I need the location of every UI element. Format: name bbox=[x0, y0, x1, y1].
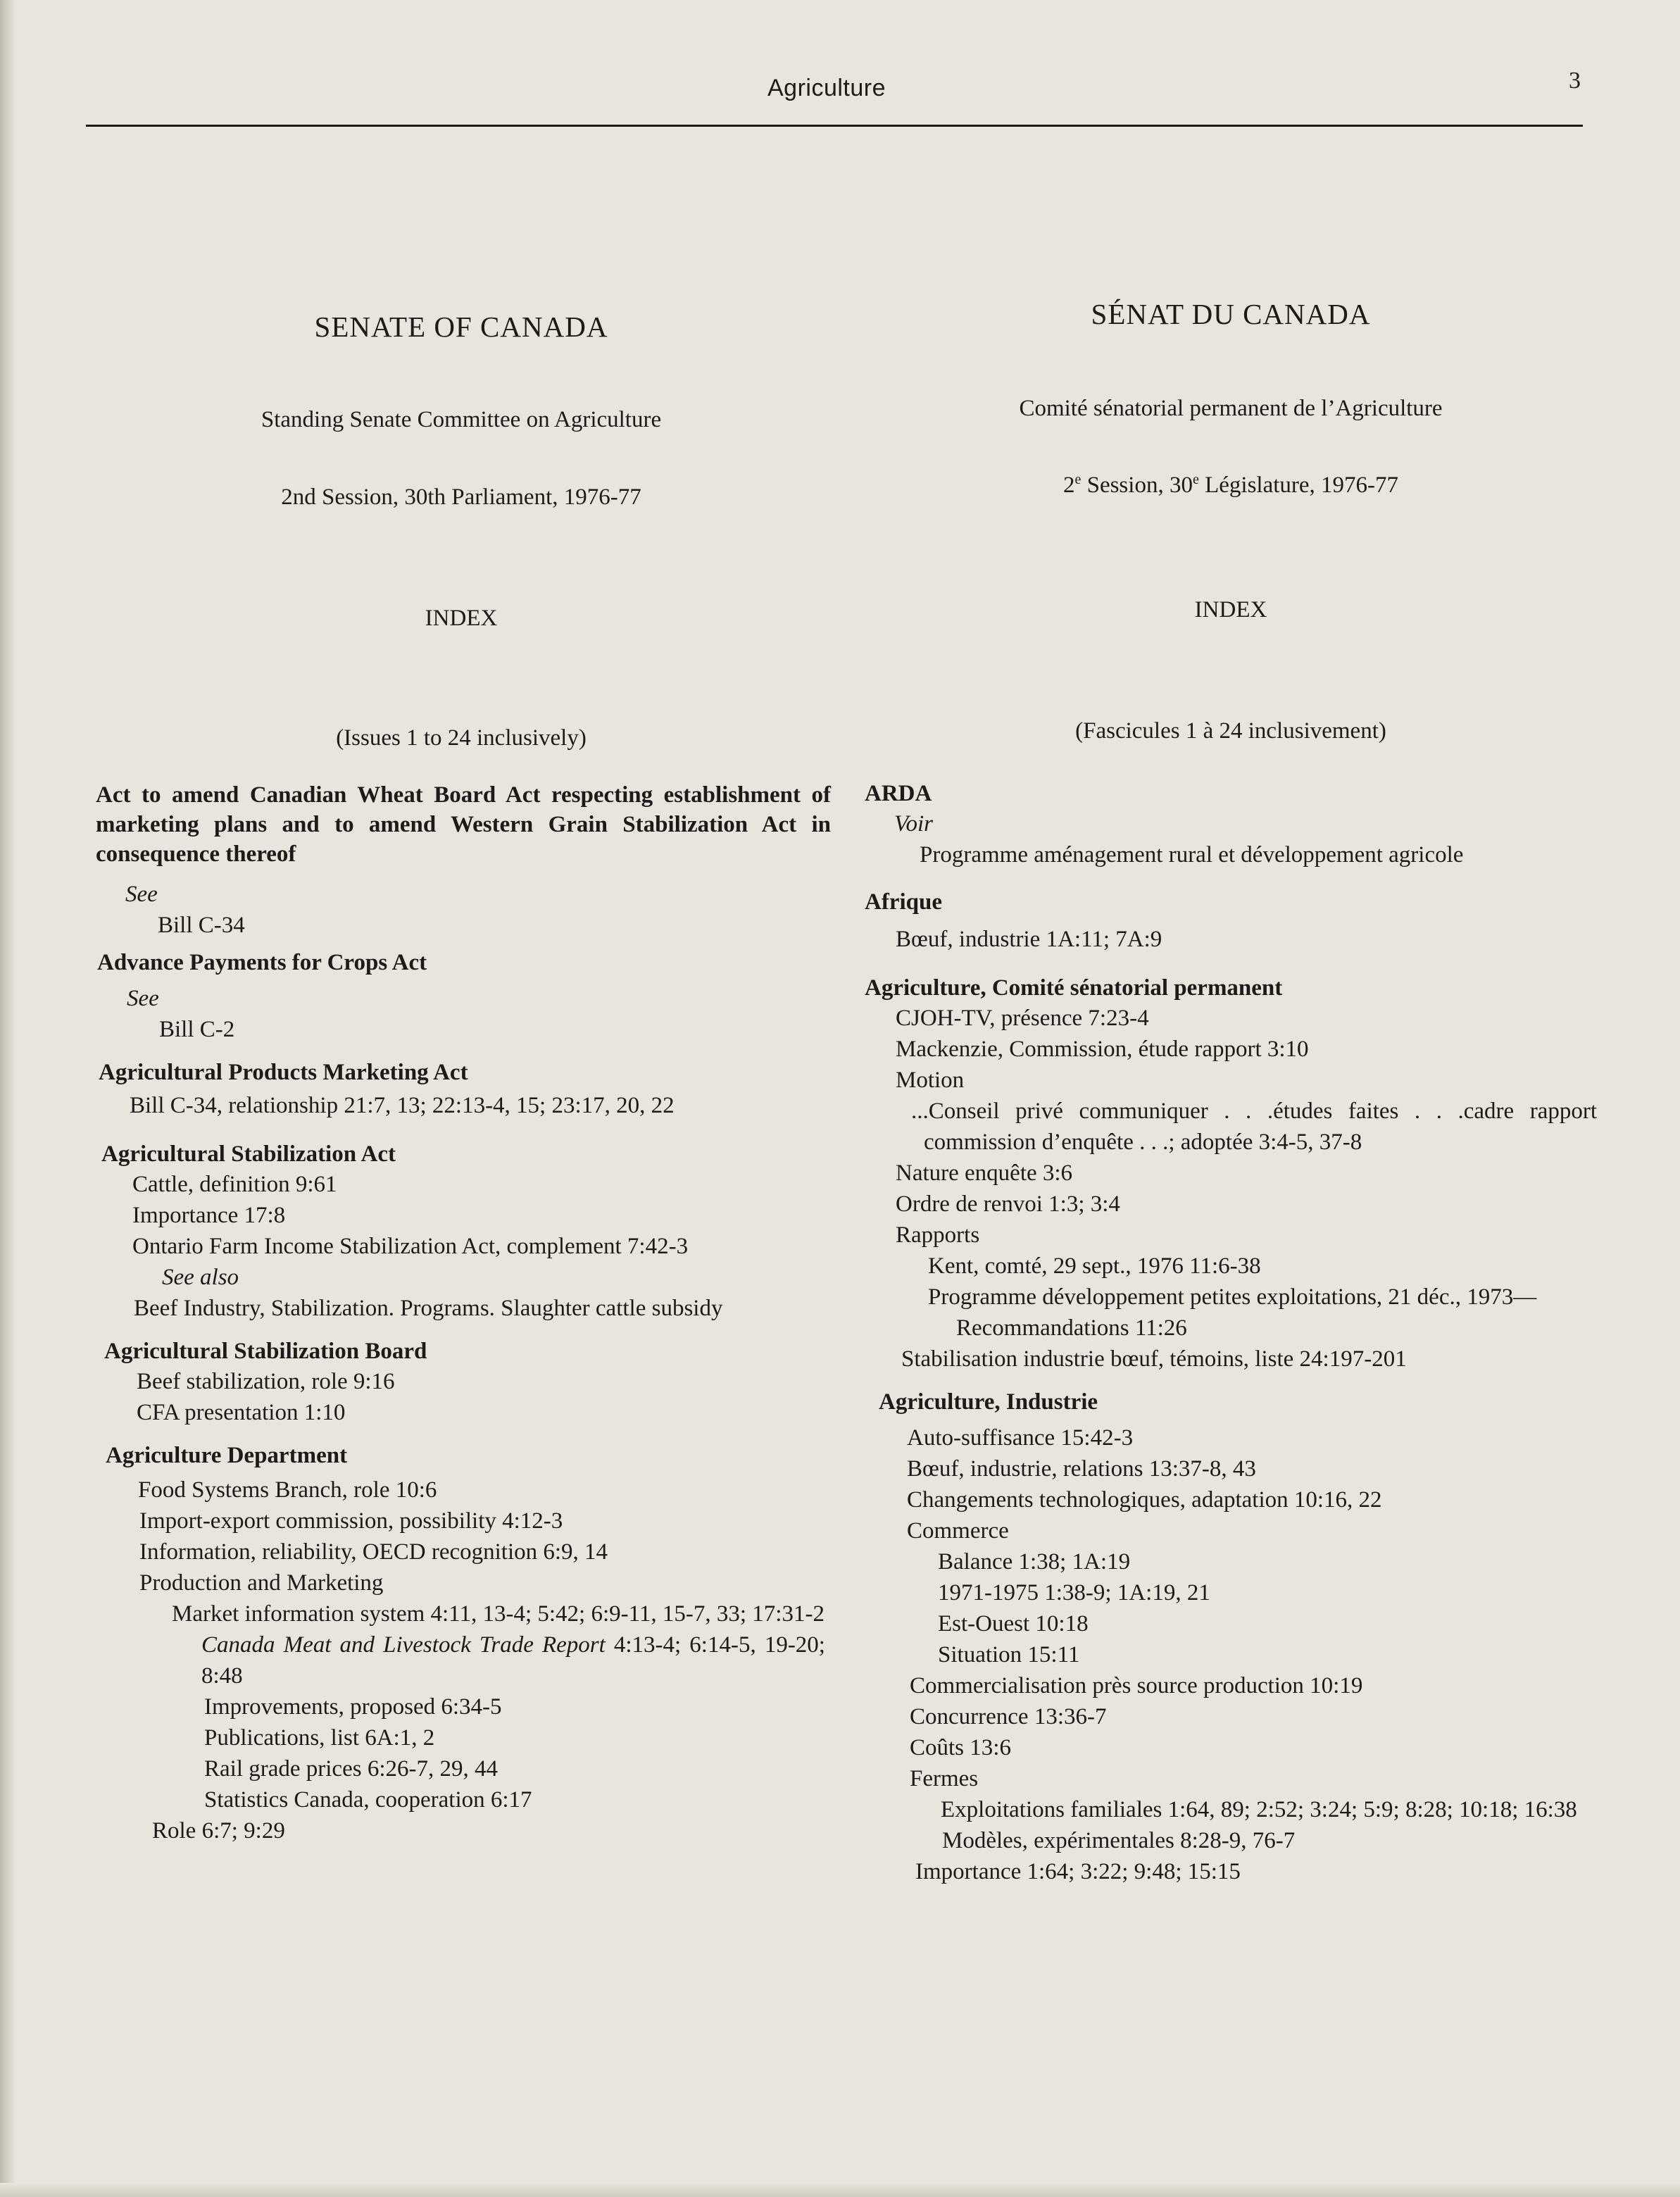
subentry: Situation 15:11 bbox=[938, 1642, 1080, 1667]
subentry: Programme développement petites exploitations, 21 déc., 1973—Recommandations 11:26 bbox=[928, 1284, 1537, 1341]
subentry: Est-Ouest 10:18 bbox=[938, 1611, 1089, 1636]
subentry: Nature enquête 3:6 bbox=[896, 1160, 1073, 1186]
page-number: 3 bbox=[1569, 68, 1581, 94]
subentry: Balance 1:38; 1A:19 bbox=[938, 1549, 1131, 1575]
entry-heading: Agriculture, Comité sénatorial permanent bbox=[865, 975, 1283, 1001]
publication-title: Canada Meat and Livestock Trade Report bbox=[201, 1632, 606, 1658]
subentry: Fermes bbox=[910, 1766, 979, 1791]
subentry: Exploitations familiales 1:64, 89; 2:52; 3:24; 5:9; 8:28; 10:18; 16:38 bbox=[941, 1797, 1577, 1822]
index-label: INDEX bbox=[1194, 597, 1267, 622]
subentry: Ordre de renvoi 1:3; 3:4 bbox=[896, 1191, 1120, 1217]
index-label: INDEX bbox=[425, 606, 498, 631]
see-label: See bbox=[127, 986, 159, 1011]
subentry: ...Conseil privé communiquer . . .études faites . . .cadre rapport commission d’enquête . . .; adoptée 3:4-5, 37-8 bbox=[911, 1098, 1597, 1155]
subentry: Cattle, definition 9:61 bbox=[132, 1172, 337, 1197]
subentry: Auto-suffisance 15:42-3 bbox=[907, 1425, 1134, 1451]
cross-reference: Bill C-34 bbox=[158, 913, 245, 938]
subentry: Publications, list 6A:1, 2 bbox=[204, 1725, 435, 1751]
session-line: 2e Session, 30e Législature, 1976-77 bbox=[1062, 472, 1399, 498]
subentry: CJOH-TV, présence 7:23-4 bbox=[896, 1006, 1149, 1031]
subentry: Commerce bbox=[907, 1518, 1009, 1544]
session-line: 2nd Session, 30th Parliament, 1976-77 bbox=[281, 484, 641, 510]
subentry: Commercialisation près source production 10:19 bbox=[910, 1673, 1363, 1698]
subentry: Motion bbox=[896, 1068, 965, 1093]
committee-name: Comité sénatorial permanent de l’Agriculture bbox=[1019, 396, 1443, 421]
see-label: See bbox=[125, 882, 158, 907]
subentry: Bill C-34, relationship 21:7, 13; 22:13-4, 15; 23:17, 20, 22 bbox=[130, 1093, 675, 1118]
subentry: Importance 1:64; 3:22; 9:48; 15:15 bbox=[915, 1859, 1241, 1884]
page-edge-shadow bbox=[0, 0, 15, 2197]
subentry: Modèles, expérimentales 8:28-9, 76-7 bbox=[942, 1828, 1296, 1853]
publication-refs: 4:13-4; 6:14-5, 19-20; 8:48 bbox=[201, 1632, 825, 1689]
subentry: Role 6:7; 9:29 bbox=[152, 1818, 285, 1844]
subentry: Bœuf, industrie, relations 13:37-8, 43 bbox=[907, 1456, 1256, 1482]
cross-reference: Programme aménagement rural et développement agricole bbox=[920, 842, 1464, 868]
header-title: Agriculture bbox=[767, 75, 886, 101]
french-column bbox=[865, 0, 1597, 2197]
institution-title: SÉNAT DU CANADA bbox=[1091, 298, 1371, 330]
cross-reference: Bill C-2 bbox=[159, 1017, 235, 1042]
subentry: Food Systems Branch, role 10:6 bbox=[138, 1477, 437, 1503]
subentry: Beef stabilization, role 9:16 bbox=[137, 1369, 395, 1394]
entry-heading: Act to amend Canadian Wheat Board Act respecting establishment of marketing plans and to amend Western Grain Stabilization Act in consequence thereof bbox=[96, 782, 831, 867]
subentry: 1971-1975 1:38-9; 1A:19, 21 bbox=[938, 1580, 1210, 1606]
subentry: Mackenzie, Commission, étude rapport 3:10 bbox=[896, 1037, 1309, 1062]
subentry: Information, reliability, OECD recognition 6:9, 14 bbox=[139, 1539, 608, 1565]
subentry: Rail grade prices 6:26-7, 29, 44 bbox=[204, 1756, 498, 1782]
subentry: Kent, comté, 29 sept., 1976 11:6-38 bbox=[928, 1253, 1261, 1279]
subentry: Production and Marketing bbox=[139, 1570, 384, 1596]
entry-heading: Agriculture Department bbox=[106, 1443, 348, 1468]
entry-heading: ARDA bbox=[865, 781, 932, 806]
index-entries-french bbox=[865, 779, 1597, 1887]
subentry: Improvements, proposed 6:34-5 bbox=[204, 1694, 502, 1720]
subentry: Changements technologiques, adaptation 10:16, 22 bbox=[907, 1487, 1382, 1513]
subentry: Stabilisation industrie bœuf, témoins, liste 24:197-201 bbox=[901, 1346, 1407, 1372]
subentry: Import-export commission, possibility 4:12-3 bbox=[139, 1508, 563, 1534]
subentry: Market information system 4:11, 13-4; 5:42; 6:9-11, 15-7, 33; 17:31-2 bbox=[172, 1601, 825, 1627]
subentry: CFA presentation 1:10 bbox=[137, 1400, 346, 1425]
entry-heading: Agricultural Stabilization Board bbox=[104, 1339, 427, 1364]
entry-heading: Agricultural Products Marketing Act bbox=[99, 1060, 468, 1085]
subentry: Ontario Farm Income Stabilization Act, complement 7:42-3 bbox=[132, 1234, 689, 1259]
index-entries-english bbox=[92, 780, 831, 1846]
subentry: Statistics Canada, cooperation 6:17 bbox=[204, 1787, 532, 1813]
issues-range: (Issues 1 to 24 inclusively) bbox=[336, 725, 587, 751]
subentry: Rapports bbox=[896, 1222, 980, 1248]
institution-title: SENATE OF CANADA bbox=[314, 311, 608, 343]
voir-label: Voir bbox=[894, 811, 934, 837]
entry-heading: Afrique bbox=[865, 889, 942, 915]
entry-heading: Advance Payments for Crops Act bbox=[97, 950, 427, 975]
entry-heading: Agriculture, Industrie bbox=[879, 1389, 1098, 1415]
english-column bbox=[92, 0, 831, 2197]
subentry: Coûts 13:6 bbox=[910, 1735, 1011, 1760]
subentry: Concurrence 13:36-7 bbox=[910, 1704, 1107, 1729]
see-also-label: See also bbox=[162, 1265, 239, 1290]
subentry: Bœuf, industrie 1A:11; 7A:9 bbox=[896, 927, 1162, 952]
entry-heading: Agricultural Stabilization Act bbox=[101, 1141, 396, 1167]
issues-range: (Fascicules 1 à 24 inclusivement) bbox=[1075, 718, 1386, 744]
subentry: Importance 17:8 bbox=[132, 1203, 286, 1228]
subentry bbox=[92, 1629, 831, 1691]
cross-reference: Beef Industry, Stabilization. Programs. Slaughter cattle subsidy bbox=[134, 1296, 723, 1321]
committee-name: Standing Senate Committee on Agriculture bbox=[261, 407, 662, 432]
